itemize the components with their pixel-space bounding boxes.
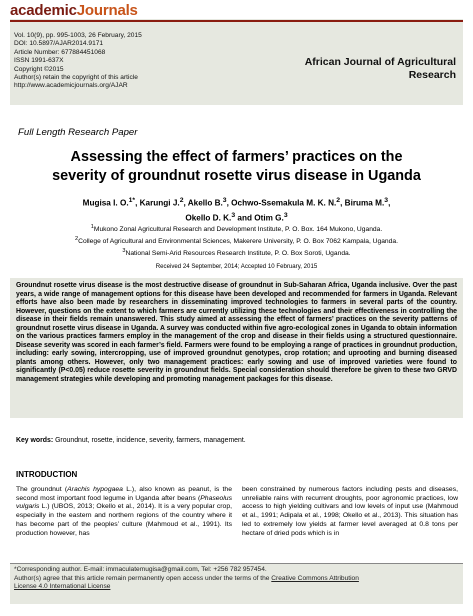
meta-article-number: Article Number: 677884451068	[14, 48, 106, 56]
introduction-heading: INTRODUCTION	[16, 470, 78, 479]
affiliation-text: National Semi-Arid Resources Research Institute, P. O. Box Soroti, Uganda.	[125, 249, 351, 257]
author-affiliation-mark: 3	[222, 197, 227, 204]
author-affiliation-mark: 1*	[128, 197, 136, 204]
affiliations	[20, 223, 453, 258]
intro-left-column: The groundnut (Arachis hypogaea L.), also known as peanut, is the second most important food legume in Uganda after beans (Phaseolus vulgaris L.) (UBOS, 2013; Okello et al., 2014). It is a very popular crop, especially in the eastern and northern regions of the country where it has become part of the peoples’ culture (Mahmoud et al., 1991). Its production however, has	[16, 486, 232, 537]
affiliation	[20, 247, 453, 259]
author-name: Okello D. K.	[185, 213, 232, 223]
intro-right-column: been constrained by numerous factors including pests and diseases, unreliable rains with recurrent droughts, poor agronomic practices, low access to high yielding cultivars and low levels of input use (Mahmoud et al., 1991; Adipala et al., 1998; Okello et al., 2013). This situation has led to extremely low yields at farmer level averaged at 0.8 tons per hectare of dried pods which is in	[242, 486, 458, 537]
publisher-logo: academicJournals	[10, 2, 138, 19]
keywords-label: Key words:	[16, 437, 54, 444]
author-name: Otim G.	[254, 213, 284, 223]
meta-copyright: Copyright ©2015	[14, 65, 64, 73]
author-name: Mugisa I. O.	[82, 198, 129, 208]
header-rule	[10, 20, 463, 22]
license-note: Author(s) agree that this article remain permanently open access under the terms of the Creative Commons Attribution	[14, 574, 359, 582]
author-affiliation-mark: 3	[231, 211, 236, 219]
author-line: Okello D. K.$^3$ and Otim G.$^3$	[185, 211, 288, 223]
author-affiliation-mark: 2	[336, 197, 341, 204]
author-name: Ochwo-Ssemakula M. K. N.	[231, 198, 337, 208]
author-list	[60, 195, 413, 224]
corresponding-author: *Corresponding author. E-mail: immaculatemugisa@gmail.com, Tel: +256 782 957454.	[14, 566, 267, 573]
author-affiliation-mark: 2	[179, 197, 184, 204]
meta-journal-url[interactable]: http://www.academicjournals.org/AJAR	[14, 82, 128, 90]
meta-issn: ISSN 1991-637X	[14, 57, 64, 65]
author-affiliation-mark: 3	[283, 211, 288, 219]
article-meta	[14, 32, 142, 91]
author-name: Akello B.	[187, 198, 223, 208]
paper-title: Assessing the effect of farmers’ practices on the severity of groundnut rosette virus disease in Uganda	[52, 149, 421, 184]
affiliation-number: 2	[75, 235, 79, 242]
affiliation-text: Mukono Zonal Agricultural Research and Development Institute, P. O. Box. 164 Mukono, Uganda.	[93, 226, 383, 234]
keywords	[16, 437, 457, 444]
affiliation-text: College of Agricultural and Environmental Sciences, Makerere University, P. O. Box 7062 Kampala, Uganda.	[78, 238, 398, 246]
affiliation	[20, 223, 453, 235]
footer-notes	[14, 566, 459, 592]
meta-volume: Vol. 10(9), pp. 995-1003, 26 February, 2015	[14, 32, 142, 39]
abstract-text: Groundnut rosette virus disease is the most destructive disease of groundnut in Sub-Saharan Africa, Uganda inclusive. Over the past years, a wide range of management options for this disease have been developed and recommended for farmers in Uganda. Relevant efforts have also been made by researchers in disseminating improved technologies to farmers in several parts of the country. However, questions on the extent to which farmers are currently utilizing these technologies and their effectiveness in controlling the disease in their fields remain unanswered. This study aimed at assessing the effect of farmers’ practices on the severity patterns of groundnut rosette virus disease in Uganda. A survey was conducted within five agro-ecological zones in Uganda to obtain information on the various practices farmers employ in the management of the crop and disease in their fields using a structured questionnaire. Disease severity was scored in each farmer’s field. Farmers were found to be employing a range of practices in groundnut production, including: early sowing, intercropping, use of improved groundnut genotypes, crop rotation; and uprooting and burning diseased plants among others. However, only two management practices: early sowing and use of improved varieties were found to significantly (P<0.05) reduce rosette severity in groundnut fields. Special consideration should therefore be given to these two GRVD management strategies while developing and promoting management packages for this disease.	[16, 282, 457, 384]
keywords-list: Groundnut, rosette, incidence, severity, farmers, management.	[53, 437, 246, 444]
affiliation	[20, 235, 453, 247]
author-name: Biruma M.	[344, 198, 385, 208]
meta-copyright-note: Author(s) retain the copyright of this article	[14, 74, 138, 82]
received-accepted-dates: Received 24 September, 2014; Accepted 10 February, 2015	[155, 263, 318, 270]
affiliation-number: 3	[122, 247, 126, 254]
paper-type: Full Length Research Paper	[18, 127, 138, 138]
affiliation-number: 1	[90, 224, 94, 230]
author-affiliation-mark: 3	[384, 197, 389, 204]
meta-doi: DOI: 10.5897/AJAR2014.9171	[14, 40, 104, 48]
journal-name: African Journal of Agricultural Research	[304, 56, 456, 81]
license-link-2[interactable]: License 4.0 International License	[14, 583, 111, 591]
author-name: Karungi J.	[139, 198, 180, 208]
license-link[interactable]: Creative Commons Attribution	[271, 574, 359, 582]
author-line: Mugisa I. O.$^{1*}$, Karungi J.$^2$, Akello B.$^3$, Ochwo-Ssemakula M. K. N.$^2$, Biruma M.$^3$,	[82, 197, 391, 208]
license-note-2	[14, 583, 459, 592]
